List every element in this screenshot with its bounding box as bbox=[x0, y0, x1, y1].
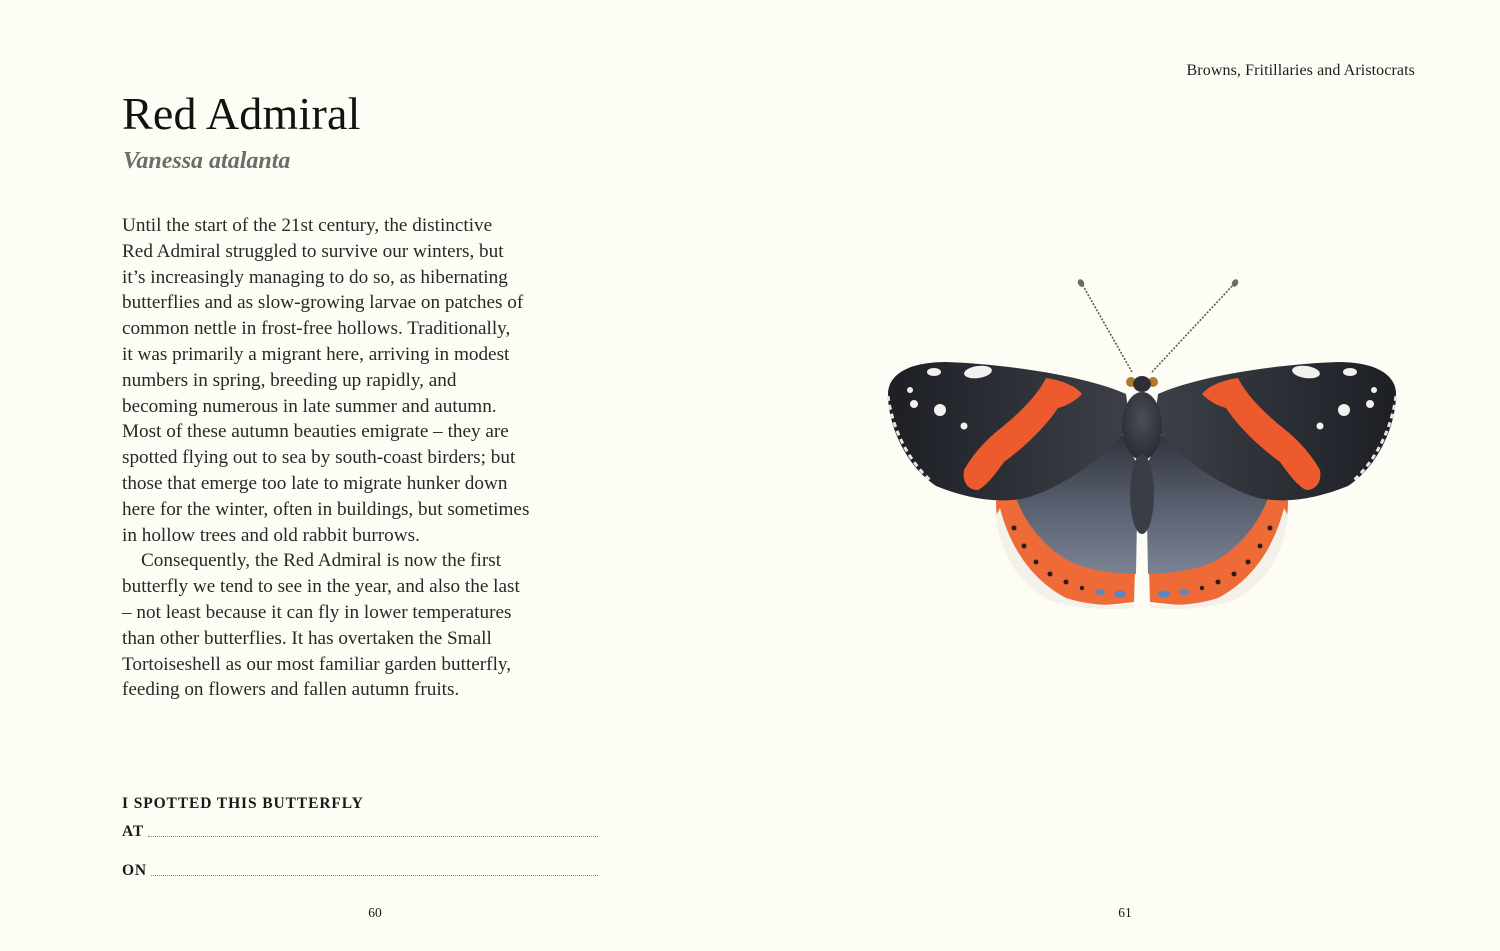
body-line: Until the start of the 21st century, the distinctive bbox=[122, 215, 493, 236]
page-number-left: 60 bbox=[368, 905, 382, 920]
body-line: feeding on flowers and fallen autumn fruits. bbox=[122, 679, 460, 701]
antennae bbox=[1082, 284, 1234, 372]
body-line: spotted flying out to sea by south-coast birders; but bbox=[122, 447, 516, 469]
body-line: – not least because it can fly in lower temperatures bbox=[122, 601, 512, 623]
body-line: than other butterflies. It has overtaken the Small bbox=[122, 627, 492, 649]
page-number-right: 61 bbox=[1118, 905, 1132, 920]
butterfly-icon bbox=[886, 276, 1398, 610]
body-line: Tortoiseshell as our most familiar garden butterfly, bbox=[122, 653, 512, 675]
body-line-paragraph-start: Consequently, the Red Admiral is now the first bbox=[141, 550, 502, 572]
latin-name: Vanessa atalanta bbox=[123, 148, 291, 174]
red-admiral-illustration bbox=[886, 276, 1398, 610]
body-line: it was primarily a migrant here, arriving in modest bbox=[122, 343, 510, 365]
spotted-heading: I SPOTTED THIS BUTTERFLY bbox=[122, 795, 364, 812]
species-description bbox=[122, 213, 612, 703]
spotted-on-row bbox=[122, 854, 598, 880]
body-line: butterfly we tend to see in the year, and also the last bbox=[122, 576, 520, 598]
at-label: AT bbox=[122, 823, 144, 840]
spotted-at-row bbox=[122, 815, 598, 841]
body-line: in hollow trees and old rabbit burrows. bbox=[122, 524, 420, 546]
spotted-on-field[interactable] bbox=[151, 859, 598, 876]
spotted-at-field[interactable] bbox=[148, 820, 598, 837]
body-line: Red Admiral struggled to survive our winters, but bbox=[122, 240, 504, 262]
body-line: Most of these autumn beauties emigrate – they are bbox=[122, 421, 509, 443]
body-line: here for the winter, often in buildings, but sometimes bbox=[122, 498, 530, 520]
body-line: it’s increasingly managing to do so, as hibernating bbox=[122, 266, 508, 288]
running-head: Browns, Fritillaries and Aristocrats bbox=[1186, 62, 1415, 79]
on-label: ON bbox=[122, 862, 147, 879]
right-page bbox=[750, 0, 1500, 951]
body-line: those that emerge too late to migrate hunker down bbox=[122, 472, 508, 494]
spotted-form bbox=[122, 793, 598, 880]
body-line: butterflies and as slow-growing larvae on patches of bbox=[122, 292, 524, 314]
body-line: becoming numerous in late summer and autumn. bbox=[122, 395, 497, 417]
body-line: numbers in spring, breeding up rapidly, and bbox=[122, 369, 457, 391]
body-line: common nettle in frost-free hollows. Traditionally, bbox=[122, 318, 511, 340]
species-title: Red Admiral bbox=[122, 88, 361, 139]
